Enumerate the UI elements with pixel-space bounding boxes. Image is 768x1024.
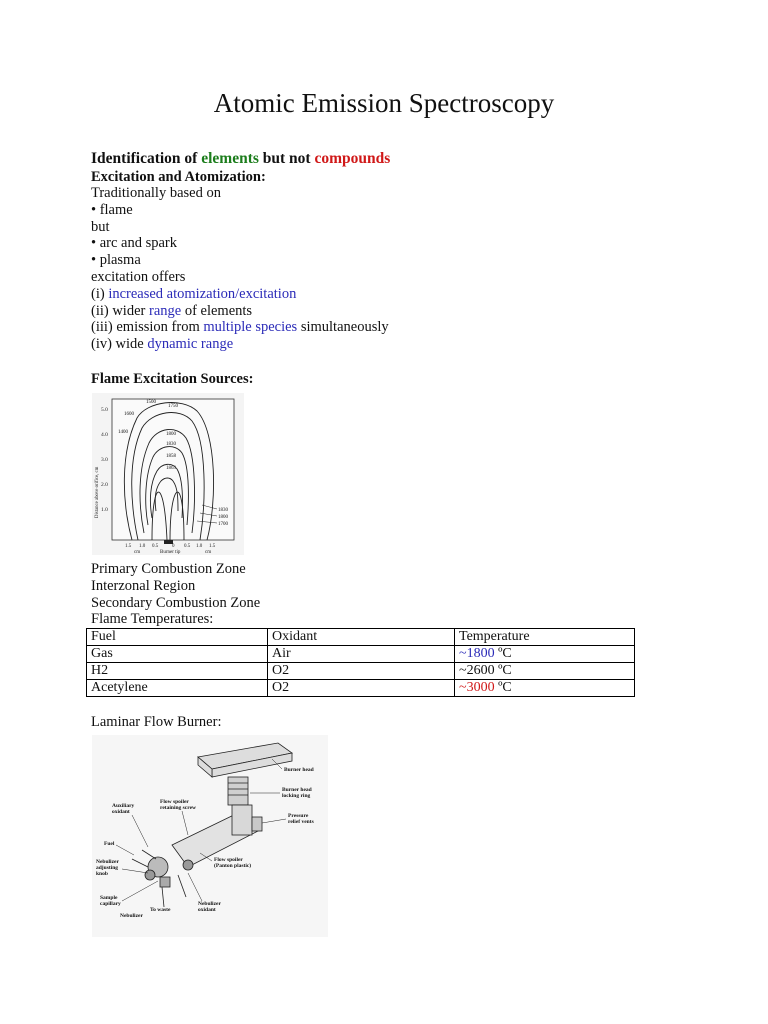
svg-text:1500: 1500 [146, 400, 156, 405]
svg-text:Flow spoiler: Flow spoiler [160, 799, 189, 805]
subheading: Excitation and Atomization: [91, 169, 266, 185]
secondary-zone: Secondary Combustion Zone [91, 594, 261, 611]
svg-text:0.5: 0.5 [184, 544, 191, 549]
zone-labels [91, 561, 260, 628]
svg-text:cm: cm [134, 550, 141, 555]
svg-text:adjusting: adjusting [96, 865, 119, 871]
svg-text:locking ring: locking ring [282, 793, 311, 799]
table-row: H2 O2 ~2600 ºC [87, 663, 635, 680]
svg-text:5.0: 5.0 [101, 407, 108, 413]
header-oxidant: Oxidant [268, 629, 455, 646]
bullet-arc: • arc and spark [91, 235, 177, 252]
list-item-3: (iii) emission from multiple species simultaneously [91, 319, 389, 336]
svg-text:1830: 1830 [218, 508, 228, 513]
svg-text:relief vents: relief vents [288, 819, 314, 825]
svg-text:Flow spoiler: Flow spoiler [214, 857, 243, 863]
svg-text:retaining screw: retaining screw [160, 805, 196, 811]
svg-text:Burner tip: Burner tip [160, 550, 181, 555]
heading-compounds: compounds [314, 150, 391, 167]
flame-heading: Flame Excitation Sources: [91, 371, 254, 387]
svg-text:1863: 1863 [166, 466, 176, 471]
heading-middle: but not [258, 150, 315, 167]
svg-text:1800: 1800 [166, 432, 176, 437]
header-temperature: Temperature [455, 629, 635, 646]
flame-contour-figure [92, 393, 244, 555]
heading-prefix: Identification of [91, 150, 202, 167]
svg-text:1.5: 1.5 [209, 544, 216, 549]
svg-text:1.0: 1.0 [196, 544, 203, 549]
svg-text:4.0: 4.0 [101, 432, 108, 438]
svg-text:3.0: 3.0 [101, 457, 108, 463]
svg-text:Burner head: Burner head [284, 767, 314, 773]
svg-text:1.0: 1.0 [139, 544, 146, 549]
burner-diagram [92, 735, 328, 937]
svg-text:1830: 1830 [166, 442, 176, 447]
svg-text:oxidant: oxidant [198, 907, 216, 913]
svg-text:1800: 1800 [218, 515, 228, 520]
svg-text:1600: 1600 [124, 412, 134, 417]
temps-label: Flame Temperatures: [91, 611, 214, 628]
svg-text:Nebulizer: Nebulizer [96, 859, 119, 865]
svg-text:(Panton plastic): (Panton plastic) [214, 863, 252, 869]
header-fuel: Fuel [87, 629, 268, 646]
primary-zone: Primary Combustion Zone [91, 561, 246, 577]
y-axis-label: Distance above orifice, cm [95, 466, 100, 518]
svg-text:Sample: Sample [100, 895, 118, 901]
svg-text:cm: cm [205, 550, 212, 555]
svg-text:oxidant: oxidant [112, 809, 130, 815]
svg-text:2.0: 2.0 [101, 482, 108, 488]
intro-line: Traditionally based on [91, 185, 221, 201]
intro-but: but [91, 218, 110, 235]
svg-text:knob: knob [96, 871, 108, 877]
flame-temperature-table [86, 628, 635, 697]
svg-text:1.0: 1.0 [101, 507, 108, 513]
list-item-2: (ii) wider range of elements [91, 302, 253, 319]
page-title: Atomic Emission Spectroscopy [213, 88, 555, 118]
table-row: Acetylene O2 ~3000 ºC [87, 680, 635, 697]
svg-text:1.5: 1.5 [125, 544, 132, 549]
list-item-4: (iv) wide dynamic range [91, 336, 234, 353]
burner-heading: Laminar Flow Burner: [91, 714, 222, 730]
intro-offers: excitation offers [91, 268, 186, 285]
svg-text:1750: 1750 [168, 404, 178, 409]
svg-text:Nebulizer: Nebulizer [198, 901, 221, 907]
svg-text:Fuel: Fuel [104, 841, 115, 847]
bullet-flame: • flame [91, 201, 133, 218]
list-item-1: (i) increased atomization/excitation [91, 285, 297, 302]
section-heading [91, 150, 390, 168]
svg-text:Nebulizer: Nebulizer [120, 913, 143, 919]
table-row: Gas Air ~1800 ºC [87, 646, 635, 663]
svg-text:1400: 1400 [118, 430, 128, 435]
table-header-row [87, 629, 635, 646]
svg-text:1858: 1858 [166, 454, 176, 459]
svg-text:Burner head: Burner head [282, 787, 312, 793]
svg-text:To waste: To waste [150, 907, 171, 913]
svg-text:1700: 1700 [218, 522, 228, 527]
intro-text [91, 185, 389, 353]
svg-text:Pressure: Pressure [288, 813, 309, 819]
svg-text:Auxiliary: Auxiliary [112, 803, 135, 809]
bullet-plasma: • plasma [91, 252, 141, 269]
svg-text:0.5: 0.5 [152, 544, 159, 549]
svg-text:0: 0 [172, 544, 175, 549]
svg-text:capillary: capillary [100, 901, 121, 907]
interzonal-region: Interzonal Region [91, 577, 196, 594]
heading-elements: elements [201, 150, 259, 167]
